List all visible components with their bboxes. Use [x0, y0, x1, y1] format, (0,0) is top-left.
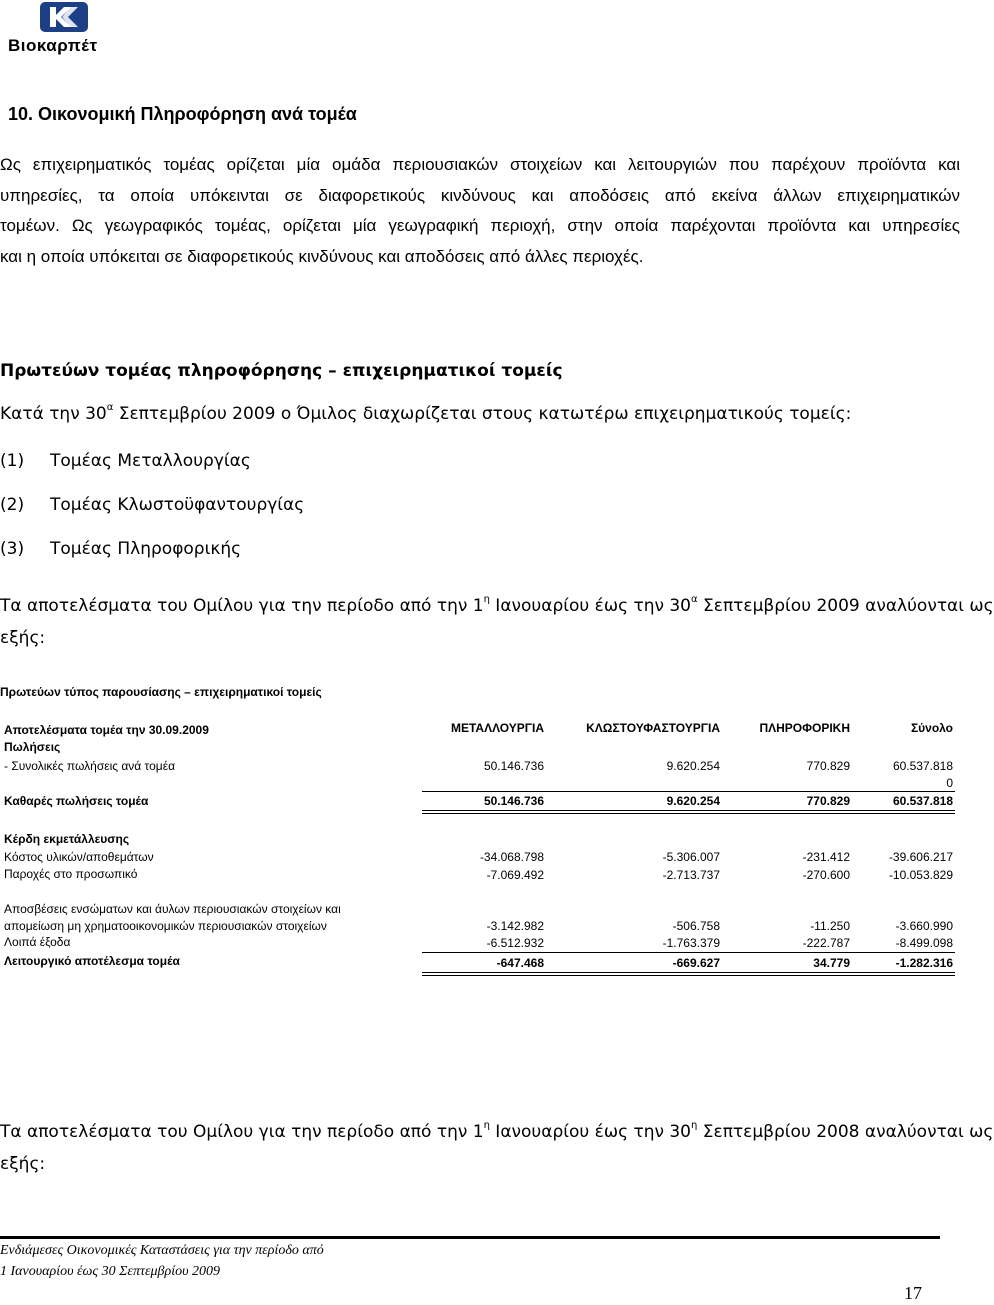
segment-label: Τομέας Μεταλλουργίας — [50, 451, 251, 471]
results-2008-p1: Τα αποτελέσματα του Ομίλου για την περίοδο από την 1 — [0, 1122, 484, 1142]
results-2008-p3: Σεπτεμβρίου 2008 αναλύονται ως — [697, 1122, 994, 1142]
row-label-other: Λοιπά έξοδα — [4, 935, 71, 949]
cell-op-result-it: 34.779 — [813, 956, 850, 970]
results-2009-s2: α — [691, 594, 698, 606]
results-2009-p1: Τα αποτελέσματα του Ομίλου για την περίοδο από την 1 — [0, 596, 484, 616]
intro-line: υπηρεσίες, τα οποία υπόκεινται σε διαφορετικούς κινδύνους και αποδόσεις από εκείνα άλλων επιχειρηματικών — [0, 185, 960, 205]
logo-text: Βιοκαρπέτ — [8, 36, 98, 55]
column-header-metallurgy: ΜΕΤΑΛΛΟΥΡΓΙΑ — [450, 721, 544, 735]
cell-net-sales-metallurgy: 50.146.736 — [483, 794, 544, 808]
cell-dep-metallurgy: -3.142.982 — [486, 919, 544, 933]
logo-mark-icon — [40, 2, 88, 32]
cell-total-sales-total: 60.537.818 — [892, 759, 953, 773]
cell-staff-total: -10.053.829 — [888, 868, 953, 882]
footer-line-1: Ενδιάμεσες Οικονομικές Καταστάσεις για την περίοδο από — [0, 1243, 324, 1258]
results-2009-s1: η — [483, 594, 490, 606]
cell-staff-it: -270.600 — [802, 868, 850, 882]
segment-intro-post: Σεπτεμβρίου 2009 ο Όμιλος διαχωρίζεται στους κατωτέρω επιχειρηματικούς τομείς: — [113, 404, 852, 424]
cell-op-result-textiles: -669.627 — [672, 956, 720, 970]
cell-cost-total: -39.606.217 — [888, 850, 953, 864]
cell-total-sales-it: 770.829 — [806, 759, 850, 773]
table-double-rule — [422, 972, 955, 976]
results-2008-p2: Ιανουαρίου έως την 30 — [489, 1122, 692, 1142]
segment-number: (3) — [0, 539, 25, 559]
cell-net-sales-it: 770.829 — [806, 794, 850, 808]
cell-net-sales-total: 60.537.818 — [892, 794, 953, 808]
column-header-it: ΠΛΗΡΟΦΟΡΙΚΗ — [759, 721, 850, 735]
cell-net-sales-textiles: 9.620.254 — [666, 794, 720, 808]
table-rule — [422, 952, 955, 953]
column-header-textiles: ΚΛΩΣΤΟΥΦΑΣΤΟΥΡΓΙΑ — [586, 721, 720, 735]
intro-paragraph — [0, 150, 960, 272]
results-2009-text — [0, 594, 994, 616]
column-header-total: Σύνολο — [910, 721, 953, 735]
row-label-cost: Κόστος υλικών/αποθεμάτων — [4, 850, 154, 864]
page-number: 17 — [904, 1283, 922, 1303]
segment-intro-sup: α — [106, 402, 114, 414]
cell-cost-textiles: -5.306.007 — [662, 850, 720, 864]
cell-total-sales-metallurgy: 50.146.736 — [483, 759, 544, 773]
results-2009-p2: Ιανουαρίου έως την 30 — [489, 596, 692, 616]
cell-dep-it: -11.250 — [810, 919, 850, 933]
cell-staff-textiles: -2.713.737 — [662, 868, 720, 882]
operating-heading: Κέρδη εκμετάλλευσης — [4, 832, 130, 846]
cell-other-it: -222.787 — [802, 936, 850, 950]
results-2008-text — [0, 1120, 994, 1142]
cell-other-textiles: -1.763.379 — [662, 936, 720, 950]
cell-dep-total: -3.660.990 — [895, 919, 953, 933]
cell-other-metallurgy: -6.512.932 — [486, 936, 544, 950]
company-logo — [8, 2, 128, 58]
cell-op-result-total: -1.282.316 — [895, 956, 953, 970]
intro-line: Ως επιχειρηματικός τομέας ορίζεται μία ομάδα περιουσιακών στοιχείων και λειτουργιών που παρέχουν προϊόντα και — [0, 155, 960, 174]
row-label-depreciation-2: απομείωση μη χρηματοοικονομικών περιουσιακών στοιχείων — [4, 919, 327, 933]
cell-cost-it: -231.412 — [802, 850, 850, 864]
results-2008-line2: εξής: — [0, 1154, 46, 1174]
segment-label: Τομέας Κλωστοϋφαντουργίας — [50, 495, 305, 515]
segment-number: (2) — [0, 495, 25, 515]
cell-op-result-metallurgy: -647.468 — [496, 956, 544, 970]
row-label-total-sales: - Συνολικές πωλήσεις ανά τομέα — [4, 759, 176, 773]
results-2009-p3: Σεπτεμβρίου 2009 αναλύονται ως — [697, 596, 994, 616]
footer-rule — [0, 1236, 940, 1239]
section-heading: 10. Οικονομική Πληροφόρηση ανά τομέα — [8, 104, 357, 124]
footer-line-2: 1 Ιανουαρίου έως 30 Σεπτεμβρίου 2009 — [0, 1264, 221, 1279]
row-label-net-sales: Καθαρές πωλήσεις τομέα — [4, 794, 149, 808]
table-header-label: Αποτελέσματα τομέα την 30.09.2009 — [4, 723, 209, 737]
results-2008-s1: η — [483, 1120, 490, 1132]
segment-label: Τομέας Πληροφορικής — [50, 539, 242, 559]
segment-number: (1) — [0, 451, 25, 471]
table-double-rule — [422, 810, 955, 814]
table-rule — [422, 791, 955, 792]
sales-heading: Πωλήσεις — [4, 740, 61, 754]
cell-other-total: -8.499.098 — [895, 936, 953, 950]
cell-total-sales-extra: 0 — [946, 776, 953, 790]
row-label-depreciation-1: Αποσβέσεις ενσώματων και άυλων περιουσιακών στοιχείων και — [4, 902, 341, 916]
cell-staff-metallurgy: -7.069.492 — [486, 868, 544, 882]
row-label-operating-result: Λειτουργικό αποτέλεσμα τομέα — [4, 954, 180, 968]
results-2008-s2: η — [691, 1120, 698, 1132]
segment-intro — [0, 404, 851, 424]
cell-dep-textiles: -506.758 — [672, 919, 720, 933]
cell-total-sales-textiles: 9.620.254 — [666, 759, 720, 773]
results-2009-line2: εξής: — [0, 628, 46, 648]
cell-cost-metallurgy: -34.068.798 — [479, 850, 544, 864]
intro-line: και η οποία υπόκειται σε διαφορετικούς κινδύνους και αποδόσεις από άλλες περιοχές. — [0, 246, 644, 266]
row-label-staff: Παροχές στο προσωπικό — [4, 867, 138, 881]
intro-line: τομέων. Ως γεωγραφικός τομέας, ορίζεται μία γεωγραφική περιοχή, στην οποία παρέχονται προϊόντα και υπηρεσίες — [0, 216, 960, 235]
table-title: Πρωτεύων τύπος παρουσίασης – επιχειρηματικοί τομείς — [0, 685, 322, 699]
segment-title: Πρωτεύων τομέας πληροφόρησης – επιχειρηματικοί τομείς — [0, 361, 563, 381]
segment-intro-pre: Κατά την 30 — [0, 404, 107, 424]
